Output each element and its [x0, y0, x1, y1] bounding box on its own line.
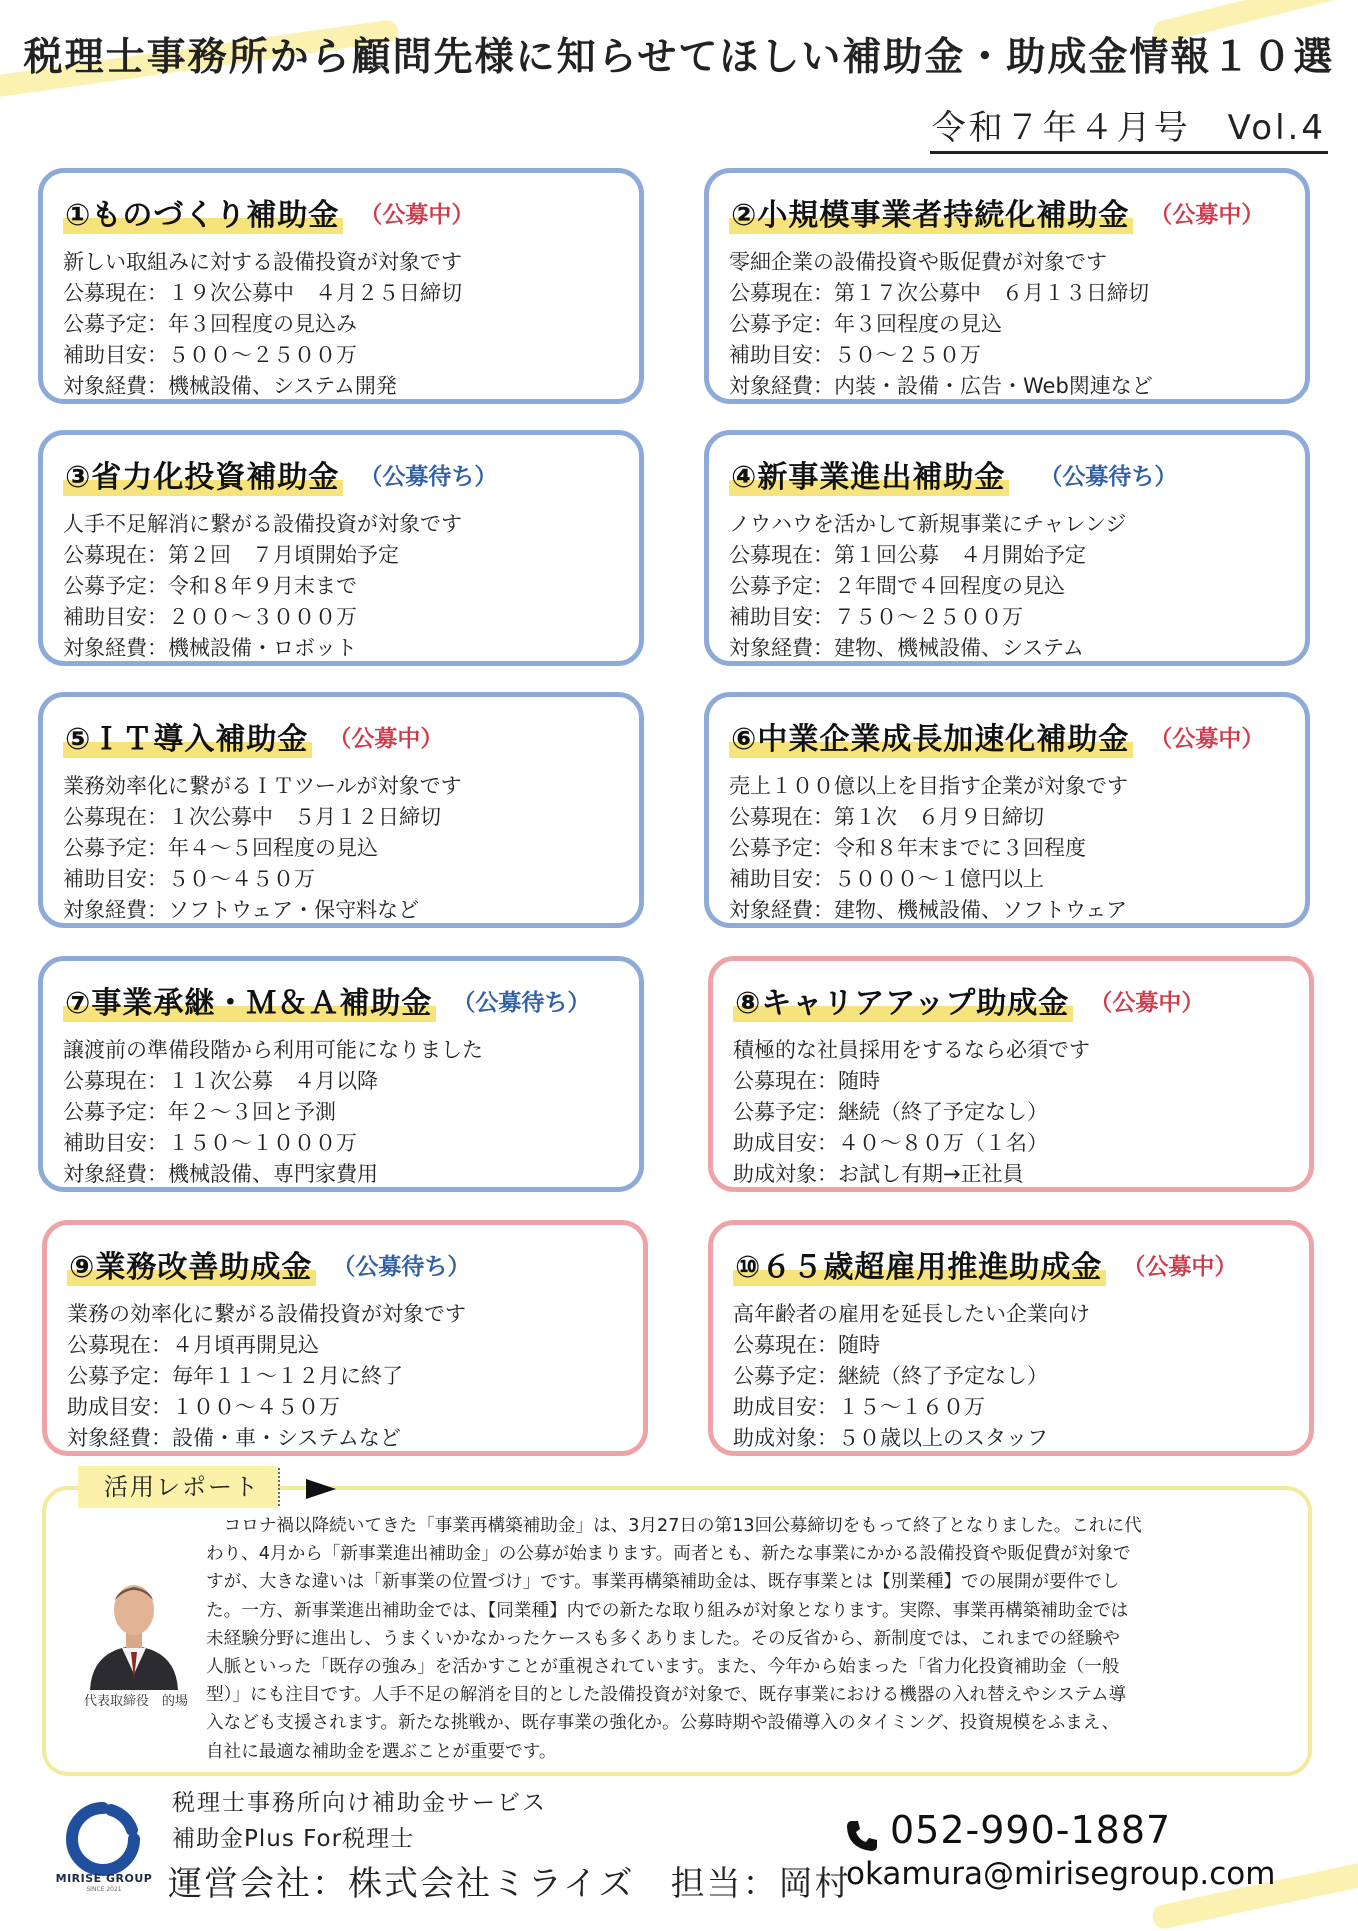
card-line: 公募現在：１９次公募中 ４月２５日締切: [63, 281, 462, 305]
status-badge: （公募中）: [1149, 725, 1265, 752]
card-line: 助成目安：４０～８０万（１名）: [733, 1131, 1048, 1155]
card-line: 補助目安：５０～２５０万: [729, 343, 981, 367]
report-line: 人脈といった「既存の強み」を活かすことが重視されています。また、今年から始まった「省力化投資補助金（一般: [206, 1657, 1120, 1678]
card-line: 公募現在：１次公募中 ５月１２日締切: [63, 805, 441, 829]
card-line: 公募現在：随時: [733, 1333, 880, 1357]
card-line: 補助目安：７５０～２５００万: [729, 605, 1023, 629]
report-line: た。一方、新事業進出補助金では、【同業種】内での新たな取り組みが対象となります。実際、事業再構築補助金では: [206, 1600, 1129, 1621]
subsidy-card-5: [38, 692, 644, 928]
report-line: 未経験分野に進出し、うまくいかなかったケースも多くありました。その反省から、新制度では、これまでの経験や: [206, 1628, 1121, 1649]
card-line: 対象経費：機械設備、システム開発: [63, 374, 397, 398]
card-line: 対象経費：内装・設備・広告・Web関連など: [729, 374, 1153, 398]
card-line: 対象経費：設備・車・システムなど: [67, 1426, 401, 1450]
logo-since: SINCE 2021: [86, 1886, 122, 1893]
card-title: ④新事業進出補助金: [729, 452, 1009, 496]
card-line: 公募予定：令和８年末までに３回程度: [729, 836, 1086, 860]
logo-name: MIRISE GROUP: [55, 1872, 153, 1885]
card-line: 人手不足解消に繋がる設備投資が対象です: [63, 512, 462, 536]
report-line: 入なども支援されます。新たな挑戦か、既存事業の強化か。公募時期や設備導入のタイミング、投資規模をふまえ、: [206, 1713, 1120, 1734]
card-line: 補助目安：５０～４５０万: [63, 867, 315, 891]
report-line: 自社に最適な補助金を選ぶことが重要です。: [206, 1741, 557, 1762]
card-title: ②小規模事業者持続化補助金: [729, 190, 1133, 234]
report-line: わり、4月から「新事業進出補助金」の公募が始まります。両者とも、新たな事業にかかる設備投資や販促費が対象で: [206, 1544, 1131, 1565]
card-line: ノウハウを活かして新規事業にチャレンジ: [729, 512, 1127, 536]
card-line: 公募現在：１１次公募 ４月以降: [63, 1069, 378, 1093]
arrow-right-icon: [306, 1479, 336, 1499]
card-title: ③省力化投資補助金: [63, 452, 343, 496]
card-line: 助成目安：１００～４５０万: [67, 1395, 340, 1419]
card-line: 助成対象：お試し有期→正社員: [733, 1162, 1024, 1186]
card-title: ⑥中業企業成長加速化補助金: [729, 714, 1133, 758]
mirise-logo-icon: [64, 1800, 142, 1878]
status-badge: （公募中）: [359, 201, 475, 228]
status-badge: （公募待ち）: [452, 989, 591, 1016]
card-line: 公募予定：継続（終了予定なし）: [733, 1100, 1048, 1124]
card-line: 助成目安：１５～１６０万: [733, 1395, 985, 1419]
card-line: 積極的な社員採用をするなら必須です: [733, 1038, 1090, 1062]
page-title: 税理士事務所から顧問先様に知らせてほしい補助金・助成金情報１０選: [23, 35, 1335, 80]
status-badge: （公募待ち）: [359, 463, 498, 490]
report-line: 型）」にも注目です。人手不足の解消を目的とした設備投資が対象で、既存事業における機器の入れ替えやシステム導: [206, 1685, 1127, 1706]
card-line: 零細企業の設備投資や販促費が対象です: [729, 250, 1107, 274]
subsidy-card-3: [38, 430, 644, 666]
card-title: ⑤ＩＴ導入補助金: [63, 714, 312, 758]
card-line: 公募現在：第１７次公募中 ６月１３日締切: [729, 281, 1149, 305]
card-line: 公募予定：毎年１１～１２月に終了: [67, 1364, 403, 1388]
issue-label: 令和７年４月号 Vol.4: [930, 100, 1328, 154]
card-line: 公募予定：２年間で４回程度の見込: [729, 574, 1065, 598]
card-line: 補助目安：１５０～１０００万: [63, 1131, 357, 1155]
card-line: 公募予定：継続（終了予定なし）: [733, 1364, 1048, 1388]
card-line: 公募現在：第２回 ７月頃開始予定: [63, 543, 399, 567]
report-line: コロナ禍以降続いてきた「事業再構築補助金」は、3月27日の第13回公募締切をもって終了となりました。これに代: [206, 1516, 1142, 1536]
card-line: 補助目安：２００～３０００万: [63, 605, 357, 629]
report-line: すが、大きな違いは「新事業の位置づけ」です。事業再構築補助金は、既存事業とは【別業種】での展開が要件でし: [206, 1572, 1120, 1593]
card-title: ①ものづくり補助金: [63, 190, 343, 234]
card-title: ⑨業務改善助成金: [67, 1242, 316, 1286]
card-title: ⑦事業承継・Ｍ＆Ａ補助金: [63, 978, 436, 1022]
card-line: 公募予定：年３回程度の見込み: [63, 312, 357, 336]
card-line: 補助目安：５０００～１億円以上: [729, 867, 1044, 891]
card-line: 対象経費：機械設備、専門家費用: [63, 1162, 378, 1186]
service-name: 補助金Plus For税理士: [172, 1826, 415, 1852]
status-badge: （公募中）: [328, 725, 444, 752]
company-line: 運営会社：株式会社ミライズ 担当：岡村: [168, 1864, 851, 1904]
card-line: 対象経費：ソフトウェア・保守料など: [63, 898, 420, 922]
subsidy-card-7: [38, 956, 644, 1192]
card-title: ⑧キャリアアップ助成金: [733, 978, 1073, 1022]
card-line: 高年齢者の雇用を延長したい企業向け: [733, 1302, 1090, 1326]
card-line: 助成対象：５０歳以上のスタッフ: [733, 1426, 1048, 1450]
card-line: 公募現在：第１回公募 ４月開始予定: [729, 543, 1086, 567]
status-badge: （公募中）: [1122, 1253, 1238, 1280]
card-line: 公募現在：４月頃再開見込: [67, 1333, 319, 1357]
card-line: 公募現在：第１次 ６月９日締切: [729, 805, 1044, 829]
phone-number: 052-990-1887: [890, 1808, 1172, 1852]
phone-icon: [844, 1818, 880, 1854]
card-line: 公募予定：年４～５回程度の見込: [63, 836, 378, 860]
person-caption: 代表取締役 的場: [83, 1694, 188, 1709]
card-line: 公募現在：随時: [733, 1069, 880, 1093]
status-badge: （公募中）: [1149, 201, 1265, 228]
status-badge: （公募中）: [1089, 989, 1205, 1016]
card-line: 業務の効率化に繋がる設備投資が対象です: [67, 1302, 466, 1326]
card-line: 公募予定：年２～３回と予測: [63, 1100, 336, 1124]
card-line: 対象経費：機械設備・ロボット: [63, 636, 357, 660]
report-text: [206, 1512, 1296, 1766]
subsidy-card-2: [704, 168, 1310, 404]
card-title: ⑩６５歳超雇用推進助成金: [733, 1242, 1106, 1286]
status-badge: （公募待ち）: [332, 1253, 471, 1280]
card-line: 業務効率化に繋がるＩＴツールが対象です: [63, 774, 462, 798]
subsidy-card-10: [708, 1220, 1314, 1456]
subsidy-card-1: [38, 168, 644, 404]
service-line: 税理士事務所向け補助金サービス: [172, 1790, 547, 1816]
subsidy-card-4: [704, 430, 1310, 666]
card-line: 新しい取組みに対する設備投資が対象です: [63, 250, 462, 274]
subsidy-card-9: [42, 1220, 648, 1456]
card-line: 公募予定：令和８年９月末まで: [63, 574, 357, 598]
status-badge: （公募待ち）: [1039, 463, 1178, 490]
card-line: 譲渡前の準備段階から利用可能になりました: [63, 1038, 483, 1062]
card-line: 公募予定：年３回程度の見込: [729, 312, 1002, 336]
subsidy-card-6: [704, 692, 1310, 928]
representative-photo: [82, 1570, 186, 1690]
report-tab: 活用レポート: [78, 1466, 278, 1508]
card-line: 補助目安：５００～２５００万: [63, 343, 357, 367]
card-line: 売上１００億以上を目指す企業が対象です: [729, 774, 1128, 798]
card-line: 対象経費：建物、機械設備、システム: [729, 636, 1084, 660]
email-address: okamura@mirisegroup.com: [846, 1856, 1276, 1892]
subsidy-card-8: [708, 956, 1314, 1192]
card-line: 対象経費：建物、機械設備、ソフトウェア: [729, 898, 1128, 922]
report-tab-divider: [278, 1468, 280, 1506]
